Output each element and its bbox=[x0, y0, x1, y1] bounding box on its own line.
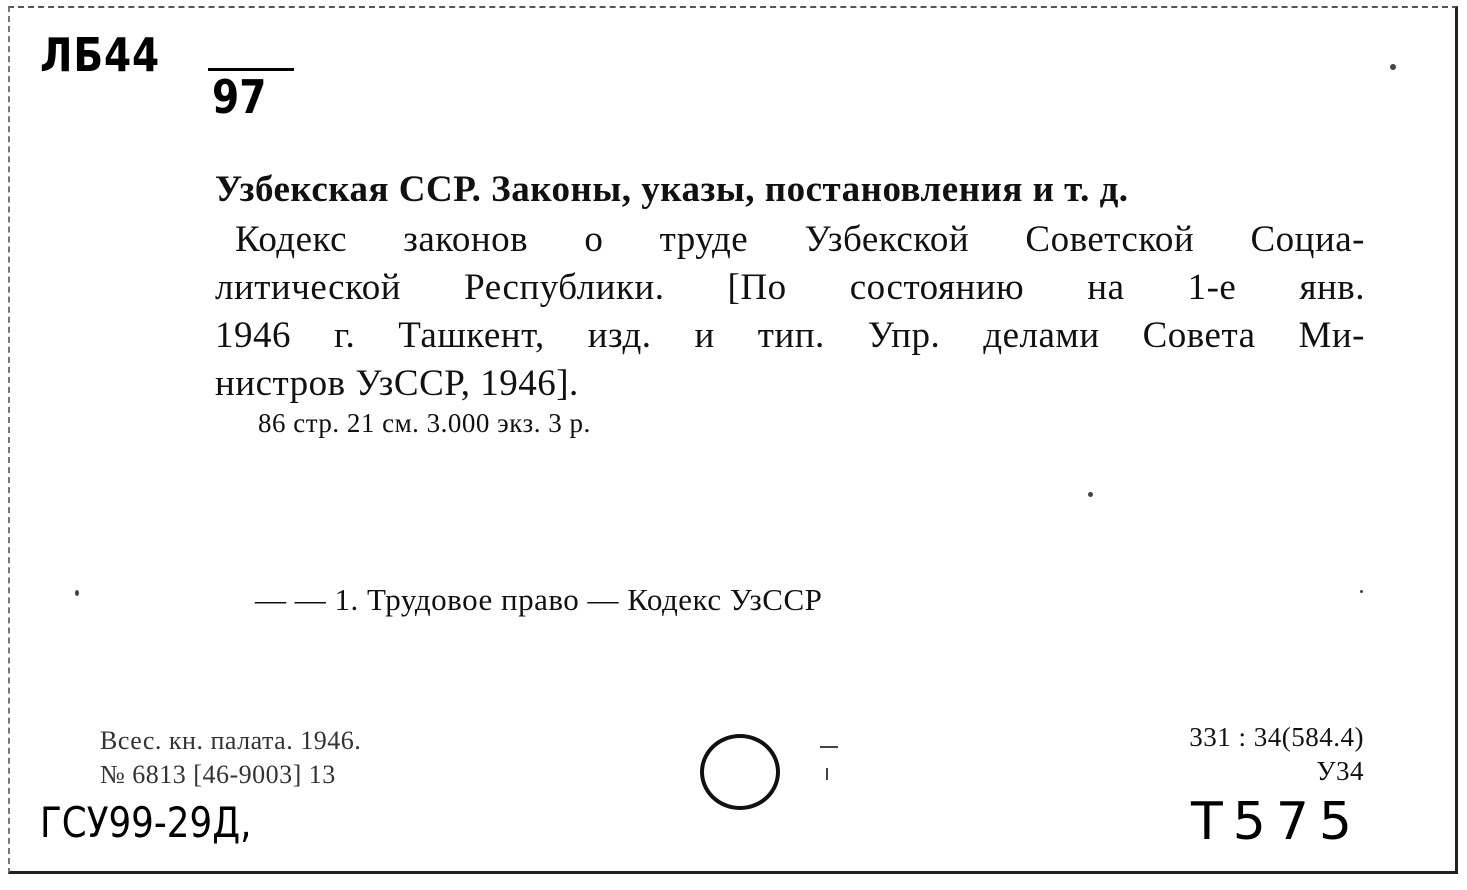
punch-hole bbox=[700, 734, 780, 810]
description-line-4: нистров УзССР, 1946]. bbox=[215, 363, 579, 404]
heading: Узбекская ССР. Законы, указы, постановления и т. д. bbox=[215, 169, 1129, 210]
collation: 86 стр. 21 см. 3.000 экз. 3 р. bbox=[258, 408, 591, 438]
publisher-line-2: № 6813 [46-9003] 13 bbox=[100, 760, 336, 789]
publisher-line-1: Всес. кн. палата. 1946. bbox=[100, 726, 362, 755]
speck bbox=[826, 768, 828, 780]
description-line-3: 1946 г. Ташкент, изд. и тип. Упр. делами Совета Ми- bbox=[215, 315, 1365, 356]
classification-line-2: У34 bbox=[1316, 756, 1364, 786]
subject-tracing: — — 1. Трудовое право — Кодекс УзССР bbox=[255, 582, 823, 617]
speck bbox=[1088, 492, 1093, 497]
inventory-mark: Т575 bbox=[1190, 792, 1362, 852]
shelfmark: ЛБ44 bbox=[40, 28, 161, 82]
description-line-2: литической Республики. [По состоянию на 1-е янв. bbox=[215, 267, 1365, 308]
shelfmark-number: 97 bbox=[212, 70, 267, 124]
description-line-1: Кодекс законов о труде Узбекской Советской Социа- bbox=[235, 219, 1365, 260]
speck bbox=[820, 746, 838, 748]
classification-line-1: 331 : 34(584.4) bbox=[1189, 722, 1364, 752]
speck bbox=[75, 590, 79, 596]
handwritten-code: ГСУ99-29Д, bbox=[40, 798, 252, 847]
speck bbox=[1360, 590, 1363, 593]
speck bbox=[1390, 64, 1396, 70]
